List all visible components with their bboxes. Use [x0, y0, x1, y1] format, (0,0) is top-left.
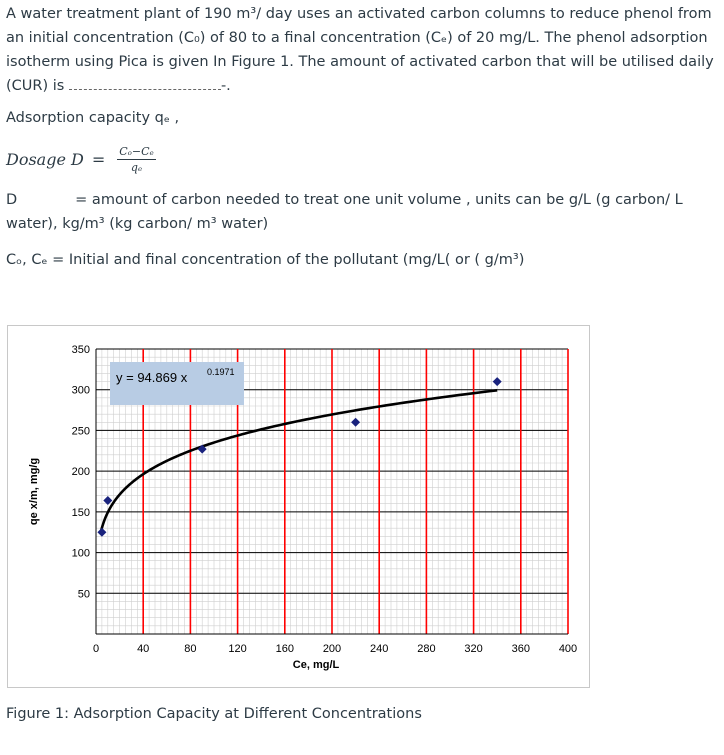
chart-frame — [8, 326, 590, 688]
y-tick-label: 200 — [71, 466, 90, 479]
question-text — [6, 2, 714, 98]
equation-label: y = 94.869 x — [116, 370, 188, 385]
x-tick-label: 320 — [464, 643, 483, 655]
formula-fraction — [117, 145, 156, 174]
formula-denominator: qₑ — [130, 161, 143, 174]
adsorption-chart — [7, 325, 590, 688]
adsorption-label: Adsorption capacity qₑ , — [6, 110, 180, 126]
formula-lhs: Dosage D — [6, 150, 84, 169]
y-tick-label: 150 — [71, 506, 90, 519]
question-main: A water treatment plant of 190 m³/ day uses an activated carbon columns to reduce phenol from an initial concentration (C₀) of 80 to a final concentration (Cₑ) of 20 mg/L. The phenol adsorption isotherm using Pica is given In Figure 1. The amount of activated carbon that will be utilised daily (CUR) is — [6, 6, 714, 94]
dosage-formula — [6, 145, 156, 174]
x-tick-label: 120 — [228, 643, 247, 655]
d-symbol: D — [6, 192, 18, 208]
x-tick-label: 0 — [92, 643, 100, 655]
c-definition: Cₒ, Cₑ = Initial and final concentration of the pollutant (mg/L( or ( g/m³) — [6, 252, 525, 268]
formula-numerator: Cₒ−Cₑ — [119, 145, 154, 158]
x-tick-label: 80 — [184, 643, 197, 655]
y-tick-label: 100 — [71, 547, 90, 560]
x-axis-title: Ce, mg/L — [292, 659, 340, 671]
d-definition — [6, 188, 714, 236]
y-tick-label: 300 — [71, 384, 90, 397]
x-tick-label: 160 — [275, 643, 294, 655]
x-tick-label: 40 — [137, 643, 150, 655]
y-tick-label: 50 — [77, 588, 90, 601]
y-axis-title: qe x/m, mg/g — [28, 457, 40, 526]
x-tick-label: 240 — [370, 643, 389, 655]
figure-caption: Figure 1: Adsorption Capacity at Different Concentrations — [6, 706, 422, 722]
question-end: -. — [220, 78, 231, 94]
formula-equals: = — [91, 150, 106, 169]
chart-svg — [7, 325, 590, 688]
equation-exponent: 0.1971 — [207, 367, 235, 377]
x-tick-label: 400 — [558, 643, 578, 655]
x-tick-label: 360 — [511, 643, 530, 655]
x-tick-label: 280 — [417, 643, 436, 655]
y-tick-label: 250 — [71, 425, 90, 438]
answer-blank — [69, 75, 221, 90]
y-tick-label: 350 — [71, 344, 90, 356]
x-tick-label: 200 — [322, 643, 342, 655]
d-definition-text: = amount of carbon needed to treat one unit volume , units can be g/L (g carbon/ L water), kg/m³ (kg carbon/ m³ water) — [6, 192, 683, 232]
